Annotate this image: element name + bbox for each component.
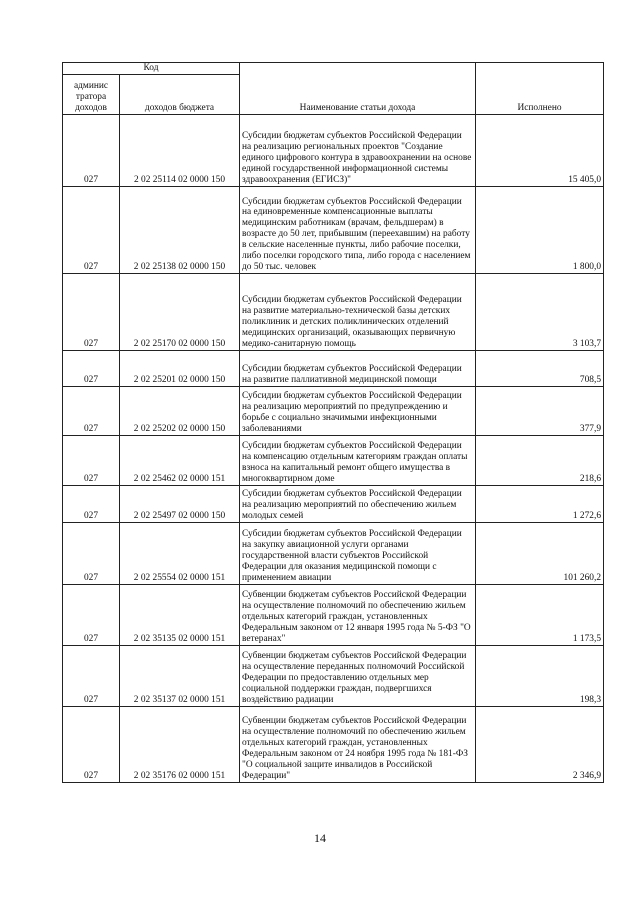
admin-code-cell: 027 bbox=[63, 584, 120, 645]
revenue-name-cell: Субсидии бюджетам субъектов Российской Федерации на компенсацию отдельным категориям граждан оплаты взноса на капитальный ремонт общего имущества в многоквартирном доме bbox=[240, 435, 476, 485]
header-kod: Код bbox=[63, 63, 240, 75]
admin-code-cell: 027 bbox=[63, 186, 120, 273]
table-row bbox=[63, 435, 604, 485]
header-name: Наименование статьи дохода bbox=[240, 63, 476, 115]
budget-code-cell: 2 02 25114 02 0000 150 bbox=[120, 114, 240, 186]
admin-code-cell: 027 bbox=[63, 273, 120, 350]
budget-code-cell: 2 02 35137 02 0000 151 bbox=[120, 645, 240, 706]
budget-code-cell: 2 02 25170 02 0000 150 bbox=[120, 273, 240, 350]
table-body bbox=[63, 114, 604, 782]
revenue-name-cell: Субсидии бюджетам субъектов Российской Федерации на реализацию мероприятий по предупреждению и борьбе с социально значимыми инфекционными заболеваниями bbox=[240, 386, 476, 435]
admin-code-cell: 027 bbox=[63, 435, 120, 485]
admin-code-cell: 027 bbox=[63, 350, 120, 386]
budget-revenue-table bbox=[62, 62, 604, 783]
admin-code-cell: 027 bbox=[63, 386, 120, 435]
table-row bbox=[63, 706, 604, 782]
budget-code-cell: 2 02 35176 02 0000 151 bbox=[120, 706, 240, 782]
budget-code-cell: 2 02 25138 02 0000 150 bbox=[120, 186, 240, 273]
admin-code-cell: 027 bbox=[63, 114, 120, 186]
amount-cell: 1 800,0 bbox=[476, 186, 604, 273]
amount-cell: 3 103,7 bbox=[476, 273, 604, 350]
budget-code-cell: 2 02 25202 02 0000 150 bbox=[120, 386, 240, 435]
revenue-name-cell: Субсидии бюджетам субъектов Российской Федерации на развитие паллиативной медицинской помощи bbox=[240, 350, 476, 386]
revenue-name-cell: Субвенции бюджетам субъектов Российской Федерации на осуществление переданных полномочий Российской Федерации по предоставлению отдельных мер социальной поддержки граждан, подвергшихся воздействию радиации bbox=[240, 645, 476, 706]
budget-code-cell: 2 02 25497 02 0000 150 bbox=[120, 485, 240, 522]
revenue-name-cell: Субсидии бюджетам субъектов Российской Федерации на реализацию региональных проектов "Создание единого цифрового контура в здравоохранении на основе единой государственной информационной системы здравоохранения (ЕГИСЗ)" bbox=[240, 114, 476, 186]
table-row bbox=[63, 386, 604, 435]
revenue-name-cell: Субсидии бюджетам субъектов Российской Федерации на реализацию мероприятий по обеспечению жильем молодых семей bbox=[240, 485, 476, 522]
amount-cell: 1 173,5 bbox=[476, 584, 604, 645]
admin-code-cell: 027 bbox=[63, 645, 120, 706]
table-row bbox=[63, 645, 604, 706]
budget-code-cell: 2 02 25462 02 0000 151 bbox=[120, 435, 240, 485]
table-header bbox=[63, 63, 604, 115]
amount-cell: 1 272,6 bbox=[476, 485, 604, 522]
revenue-name-cell: Субвенции бюджетам субъектов Российской Федерации на осуществление полномочий по обеспечению жильем отдельных категорий граждан, установленных Федеральным законом от 24 ноября 1995 года № 181-ФЗ "О социальной защите инвалидов в Российской Федерации" bbox=[240, 706, 476, 782]
revenue-name-cell: Субвенции бюджетам субъектов Российской Федерации на осуществление полномочий по обеспечению жильем отдельных категорий граждан, установленных Федеральным законом от 12 января 1995 года № 5-ФЗ "О ветеранах" bbox=[240, 584, 476, 645]
table-row bbox=[63, 522, 604, 584]
amount-cell: 377,9 bbox=[476, 386, 604, 435]
amount-cell: 2 346,9 bbox=[476, 706, 604, 782]
amount-cell: 101 260,2 bbox=[476, 522, 604, 584]
revenue-name-cell: Субсидии бюджетам субъектов Российской Федерации на единовременные компенсационные выплаты медицинским работникам (врачам, фельдшерам) в возрасте до 50 лет, прибывшим (переехавшим) на работу в сельские населенные пункты, либо рабочие поселки, либо поселки городского типа, либо города с населением до 50 тыс. человек bbox=[240, 186, 476, 273]
admin-code-cell: 027 bbox=[63, 522, 120, 584]
header-budget-code: доходов бюджета bbox=[120, 74, 240, 114]
revenue-name-cell: Субсидии бюджетам субъектов Российской Федерации на развитие материально-технической базы детских поликлиник и детских поликлинических отделений медицинских организаций, оказывающих первичную медико-санитарную помощь bbox=[240, 273, 476, 350]
admin-code-cell: 027 bbox=[63, 485, 120, 522]
amount-cell: 218,6 bbox=[476, 435, 604, 485]
revenue-name-cell: Субсидии бюджетам субъектов Российской Федерации на закупку авиационной услуги органами государственной власти субъектов Российской Федерации для оказания медицинской помощи с применением авиации bbox=[240, 522, 476, 584]
page-number: 14 bbox=[314, 831, 326, 845]
amount-cell: 708,5 bbox=[476, 350, 604, 386]
table-row bbox=[63, 350, 604, 386]
table-row bbox=[63, 273, 604, 350]
budget-code-cell: 2 02 25554 02 0000 151 bbox=[120, 522, 240, 584]
amount-cell: 198,3 bbox=[476, 645, 604, 706]
budget-code-cell: 2 02 25201 02 0000 150 bbox=[120, 350, 240, 386]
admin-code-cell: 027 bbox=[63, 706, 120, 782]
header-amount: Исполнено bbox=[476, 63, 604, 115]
table-row bbox=[63, 114, 604, 186]
table-row bbox=[63, 584, 604, 645]
budget-code-cell: 2 02 35135 02 0000 151 bbox=[120, 584, 240, 645]
table-row bbox=[63, 485, 604, 522]
header-admin: админис тратора доходов bbox=[63, 74, 120, 114]
amount-cell: 15 405,0 bbox=[476, 114, 604, 186]
table-row bbox=[63, 186, 604, 273]
